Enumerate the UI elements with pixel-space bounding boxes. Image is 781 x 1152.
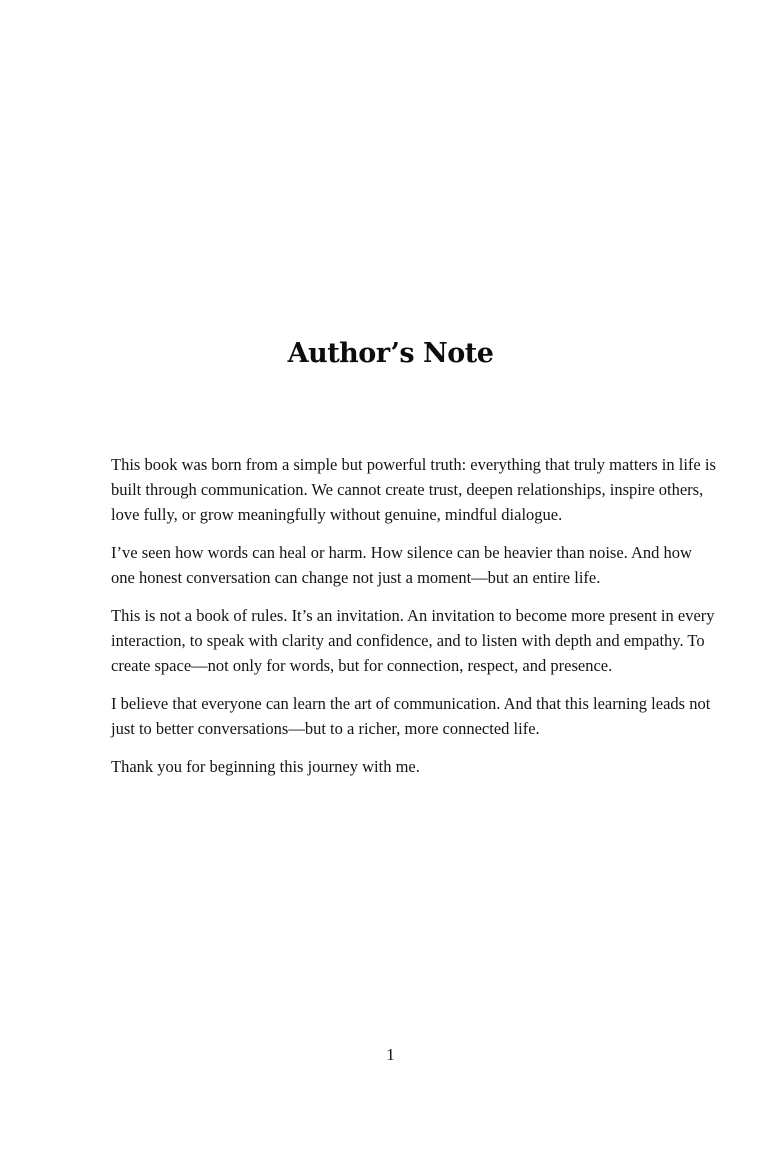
body-text: [111, 452, 718, 792]
paragraph: This book was born from a simple but powerful truth: everything that truly matters in life is built through communication. We cannot create trust, deepen relationships, inspire others, love fully, or grow meaningfully without genuine, mindful dialogue.: [111, 455, 716, 524]
paragraph: I believe that everyone can learn the art of communication. And that this learning leads not just to better conversations—but to a richer, more connected life.: [111, 694, 711, 738]
paragraph: Thank you for beginning this journey with me.: [111, 757, 420, 776]
page-number: 1: [386, 1045, 395, 1064]
paragraph: This is not a book of rules. It’s an invitation. An invitation to become more present in every interaction, to speak with clarity and confidence, and to listen with depth and empathy. To create space—not only for words, but for connection, respect, and presence.: [111, 606, 715, 675]
page-title: Author’s Note: [287, 338, 494, 369]
paragraph: I’ve seen how words can heal or harm. How silence can be heavier than noise. And how one honest conversation can change not just a moment—but an entire life.: [111, 543, 692, 587]
